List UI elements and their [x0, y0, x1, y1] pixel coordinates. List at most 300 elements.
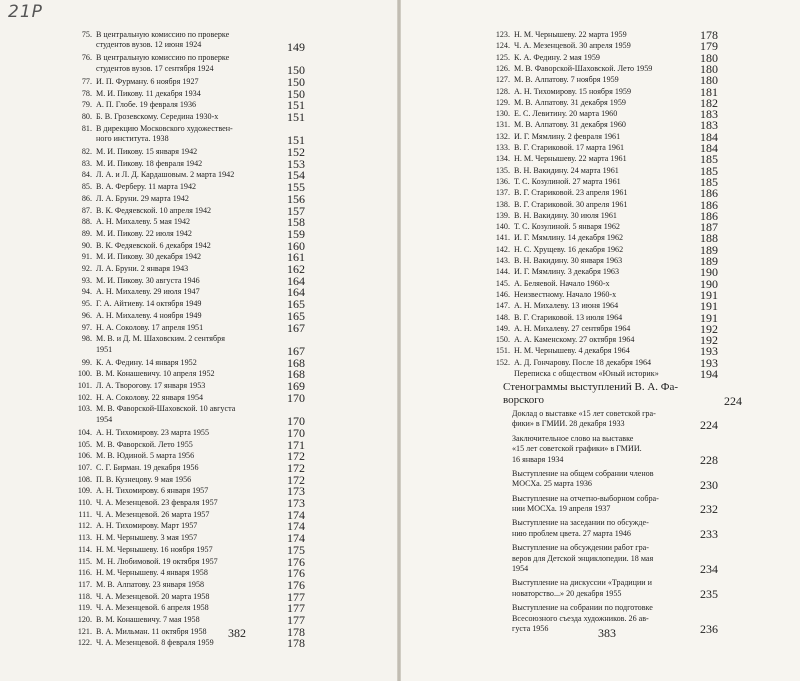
entry-title: В. Г. Стариковой. 30 апреля 1961	[514, 199, 628, 209]
entry-number: 115.	[78, 556, 92, 566]
entry-page: 188	[700, 231, 718, 246]
entry-title: А. А. Каменскому. 27 октября 1964	[514, 335, 635, 345]
toc-entry	[488, 208, 718, 223]
entry-page: 174	[287, 507, 305, 522]
entry-number: 129.	[495, 97, 510, 107]
entry-number: 140.	[495, 222, 510, 232]
entry-title: Т. С. Козулиной. 27 марта 1961	[514, 176, 621, 186]
entry-title: Г. А. Айтиеву. 14 октября 1949	[96, 299, 202, 309]
entry-title: Ч. А. Мезенцевой. 8 февраля 1959	[96, 638, 214, 648]
entry-page: 161	[287, 250, 305, 265]
entry-title: А. Н. Михалеву. 13 июня 1964	[514, 301, 619, 311]
entry-page: 150	[287, 74, 305, 89]
entry-title: В. А. Ферберу. 11 марта 1942	[96, 182, 197, 192]
entry-page: 174	[287, 531, 305, 546]
entry-number: 137.	[495, 188, 510, 198]
entry-number: 142.	[495, 244, 510, 254]
speech-line: нии МОСХа. 19 апреля 1937	[512, 504, 611, 514]
speech-line: Выступление на заседании по обсужде-	[512, 518, 649, 528]
speech-line: Выступление на дискуссии «Традиции и	[512, 578, 652, 588]
entry-page: 177	[287, 601, 305, 616]
toc-entry	[70, 568, 310, 580]
toc-entry	[70, 624, 310, 639]
entry-page: 186	[700, 197, 718, 212]
toc-entry	[70, 460, 310, 475]
entry-title: М. В. Фаворской. Лето 1955	[96, 439, 193, 449]
section-heading-line1: Стенограммы выступлений В. А. Фа-	[503, 381, 679, 393]
entry-title: Б. В. Грозевскому. Середина 1930-х	[96, 111, 219, 121]
entry-number: 104.	[77, 427, 92, 437]
entry-number: 120.	[77, 615, 92, 624]
entry-title: М. В. Алпатову. 23 января 1958	[96, 579, 205, 589]
entry-page: 191	[700, 310, 718, 325]
entry-title: А. Н. Михалеву. 29 июля 1947	[96, 287, 200, 297]
toc-entry	[488, 75, 718, 87]
entry-page: 160	[287, 238, 305, 253]
entry-page: 155	[287, 180, 305, 195]
entry-number: 118.	[78, 591, 92, 601]
speech-line: нию проблем цвета. 27 марта 1946	[512, 528, 631, 538]
speech-page: 233	[700, 527, 718, 541]
toc-entry	[488, 267, 718, 279]
entry-title: В. М. Конашевичу. 10 апреля 1952	[96, 369, 215, 379]
speech-entry	[512, 578, 652, 599]
speech-entry	[512, 494, 659, 515]
entry-number: 95.	[81, 299, 92, 309]
toc-entry	[488, 369, 718, 381]
entry-page: 180	[700, 50, 718, 65]
speech-line: Заключительное слово на выставке	[512, 433, 634, 443]
speech-line: МОСХа. 25 марта 1936	[512, 479, 592, 489]
toc-entry	[70, 603, 310, 615]
toc-entry	[70, 638, 310, 650]
entry-page: 193	[700, 344, 718, 359]
entry-page: 186	[700, 208, 718, 223]
entry-title: Н. М. Чернышеву. 22 марта 1961	[514, 154, 627, 164]
entry-page: 158	[287, 215, 305, 230]
entry-number: 86.	[81, 193, 92, 203]
entry-number: 130.	[495, 109, 510, 119]
entry-number: 101.	[77, 381, 92, 390]
speech-line: Выступление на собрании по подготовке	[512, 603, 653, 613]
toc-entry	[70, 109, 310, 124]
entry-title: С. Г. Бирман. 19 декабря 1956	[96, 462, 199, 472]
entry-title: Е. С. Левитину. 20 марта 1960	[514, 109, 618, 119]
toc-entry	[488, 129, 718, 144]
entry-number: 109.	[77, 486, 92, 496]
toc-entry	[488, 222, 718, 234]
entry-title: А. Н. Тихомирову. 6 января 1957	[96, 486, 209, 496]
toc-entry	[70, 273, 310, 288]
entry-title: В. Н. Вакидину. 24 марта 1961	[514, 165, 619, 175]
entry-page: 151	[287, 109, 305, 124]
entry-page: 176	[287, 566, 305, 581]
entry-title: М. И. Пикову. 22 июля 1942	[96, 228, 192, 238]
toc-entry	[70, 554, 310, 569]
toc-entry	[488, 109, 718, 121]
toc-entry	[70, 437, 310, 452]
entry-number: 121.	[77, 626, 92, 636]
entry-number: 80.	[81, 111, 92, 121]
entry-page: 168	[287, 355, 305, 370]
entry-title: М. И. Пикову. 18 февраля 1942	[96, 158, 203, 168]
entry-page: 194	[700, 367, 718, 381]
toc-entry	[488, 188, 718, 200]
speech-line: Выступление на отчетно-выборном собра-	[512, 493, 659, 503]
toc-entry	[70, 542, 310, 557]
toc-entry	[70, 74, 310, 89]
speech-entry	[512, 603, 653, 634]
entry-title: М. В. Алпатову. 31 декабря 1959	[514, 97, 626, 107]
toc-entry	[70, 191, 310, 206]
entry-number: 116.	[78, 568, 92, 578]
entry-title: Н. М. Чернышеву. 4 января 1958	[96, 568, 208, 578]
toc-entry	[70, 472, 310, 487]
entry-number: 119.	[78, 603, 92, 613]
entry-number: 110.	[78, 498, 92, 507]
entry-number: 144.	[495, 267, 510, 277]
entry-number: 112.	[78, 521, 92, 531]
entry-number: 93.	[81, 275, 92, 285]
toc-entry	[70, 238, 310, 253]
toc-entry	[488, 84, 718, 99]
entry-number: 81.	[81, 123, 92, 133]
entry-number: 123.	[495, 30, 510, 39]
entry-title: М. В. Юдиной. 5 марта 1956	[96, 451, 195, 461]
toc-entry	[488, 41, 718, 53]
entry-page: 192	[700, 333, 718, 348]
entry-number: 113.	[78, 533, 92, 543]
entry-title: И. Г. Мямлину. 3 декабря 1963	[514, 267, 620, 277]
speech-entry	[512, 469, 654, 490]
entry-page: 150	[287, 86, 305, 101]
entry-title: Ч. А. Мезенцевой. 6 апреля 1958	[96, 603, 209, 613]
entry-page: 192	[700, 321, 718, 336]
toc-entry	[488, 321, 718, 336]
entry-page: 164	[287, 273, 305, 288]
entry-title: В. К. Федяевской. 10 апреля 1942	[96, 205, 212, 215]
toc-entry	[70, 451, 310, 463]
entry-number: 143.	[495, 256, 510, 265]
toc-entry	[70, 287, 310, 299]
entry-title: М. В. Фаворской-Шаховской. Лето 1959	[514, 63, 653, 73]
section-heading-page: 224	[724, 394, 742, 408]
toc-entry	[70, 521, 310, 533]
entry-title: В. Н. Вакидину. 30 января 1963	[514, 256, 623, 265]
entry-number: 102.	[77, 392, 92, 402]
entry-page: 170	[287, 414, 305, 429]
entry-title: И. Г. Мямлину. 14 декабря 1962	[514, 233, 624, 243]
entry-title: Т. С. Козулиной. 5 января 1962	[514, 222, 620, 232]
entry-title: М. И. Пикову. 30 декабря 1942	[96, 252, 202, 262]
speech-line: густа 1956	[512, 623, 549, 633]
entry-number: 136.	[495, 176, 510, 186]
entry-page: 184	[700, 141, 718, 155]
entry-page: 184	[700, 129, 718, 144]
toc-entry	[488, 61, 718, 76]
entry-number: 85.	[81, 182, 92, 192]
entry-page: 153	[287, 156, 305, 171]
toc-entry	[488, 154, 718, 166]
entry-page: 173	[287, 484, 305, 499]
toc-entry	[70, 308, 310, 323]
entry-number: 124.	[495, 41, 510, 51]
entry-page: 151	[287, 98, 305, 113]
toc-entry	[70, 425, 310, 440]
entry-number: 100.	[77, 369, 92, 379]
speech-line: веров для Детской энциклопедии. 18 мая	[512, 553, 654, 563]
entry-number: 88.	[81, 217, 92, 227]
entry-number: 76.	[81, 53, 92, 63]
entry-number: 149.	[495, 323, 510, 333]
entry-page: 185	[700, 163, 718, 178]
entry-number: 134.	[495, 154, 510, 164]
handwritten-mark: 21Р	[8, 2, 43, 22]
entry-page: 182	[700, 95, 718, 110]
speech-page: 232	[700, 502, 718, 517]
entry-number: 108.	[77, 474, 92, 484]
entry-number: 94.	[81, 287, 92, 297]
entry-page: 154	[287, 168, 305, 183]
entry-number: 92.	[81, 264, 92, 273]
entry-title: А. Н. Михалеву. 27 сентября 1964	[514, 323, 631, 333]
entry-page: 178	[287, 636, 305, 651]
entry-title: Н. М. Чернышеву. 3 мая 1957	[96, 533, 198, 543]
right-page-number: 383	[598, 626, 616, 640]
entry-page: 189	[700, 254, 718, 268]
entry-page: 157	[287, 203, 305, 218]
entry-title: В. Г. Стариковой. 17 марта 1961	[514, 143, 625, 152]
entry-number: 148.	[495, 312, 510, 322]
entry-page: 167	[287, 320, 305, 335]
entry-page: 152	[287, 145, 305, 159]
entry-title: К. А. Федину. 2 мая 1959	[514, 52, 600, 62]
entry-number: 107.	[77, 462, 92, 472]
entry-number: 150.	[495, 335, 510, 345]
entry-title-continued: ного института. 1938	[96, 133, 169, 143]
entry-number: 84.	[81, 170, 92, 180]
speech-line: Выступление на общем собрании членов	[512, 469, 654, 478]
entry-title: В. К. Федяевской. 6 декабря 1942	[96, 240, 211, 250]
entry-number: 78.	[81, 88, 92, 98]
entry-page: 193	[700, 355, 718, 370]
entry-page: 172	[287, 472, 305, 487]
entry-title-continued: 1951	[96, 344, 113, 354]
entry-page: 172	[287, 449, 305, 464]
toc-entry	[488, 256, 718, 268]
entry-page: 171	[287, 437, 305, 452]
entry-page: 177	[287, 589, 305, 604]
toc-entry	[70, 86, 310, 101]
entry-title: Ч. А. Мезенцевой. 20 марта 1958	[96, 591, 210, 601]
entry-number: 89.	[81, 228, 92, 238]
entry-title: Н. М. Чернышеву. 22 марта 1959	[514, 30, 627, 39]
toc-entry	[70, 170, 310, 182]
entry-title: П. В. Кузнецову. 9 мая 1956	[96, 474, 192, 484]
toc-entry	[488, 174, 718, 189]
entry-page: 172	[287, 460, 305, 475]
entry-number: 77.	[81, 76, 92, 86]
entry-page: 167	[287, 343, 305, 358]
entry-number: 75.	[81, 30, 92, 39]
speech-line: Доклад о выставке «15 лет советской гра-	[512, 409, 656, 418]
speech-page: 228	[700, 452, 718, 467]
speech-line: 1954	[512, 563, 529, 573]
toc-entry	[488, 50, 718, 65]
speech-page: 234	[700, 562, 718, 577]
entry-title: Н. А. Соколову. 17 апреля 1951	[96, 322, 204, 332]
speech-line: 16 января 1934	[512, 454, 564, 464]
entry-title: В. М. Конашевичу. 7 мая 1958	[96, 615, 200, 624]
entry-page: 162	[287, 262, 305, 276]
entry-page: 185	[700, 152, 718, 167]
entry-page: 165	[287, 297, 305, 312]
toc-entry	[70, 381, 310, 393]
toc-entry	[70, 486, 310, 498]
entry-title: Неизвестному. Начало 1960-х	[514, 289, 617, 299]
entry-title: А. Д. Гончарову. После 18 декабря 1964	[514, 357, 652, 367]
entry-page: 178	[700, 28, 718, 42]
entry-title: М. И. Пикову. 11 декабря 1934	[96, 88, 201, 98]
entry-title: М. В. Фаворской-Шаховской. 10 августа	[96, 404, 236, 414]
entry-page: 149	[287, 39, 305, 54]
entry-title: Ч. А. Мезенцевой. 26 марта 1957	[96, 509, 210, 519]
entry-page: 159	[287, 226, 305, 241]
toc-entry	[488, 120, 718, 132]
entry-number: 152.	[495, 357, 510, 367]
entry-title: Переписка с обществом «Юный историк»	[514, 369, 659, 378]
entry-title: М. И. Пикову. 30 августа 1946	[96, 275, 200, 285]
speech-page: 230	[700, 477, 718, 492]
toc-entry	[70, 320, 310, 335]
toc-entry	[70, 577, 310, 592]
entry-title-continued: студентов вузов. 12 июня 1924	[96, 40, 202, 50]
entry-title: М. Н. Любимовой. 19 октября 1957	[96, 556, 218, 566]
speech-entry	[512, 409, 656, 430]
entry-page: 186	[700, 186, 718, 201]
toc-entry	[488, 95, 718, 110]
entry-title: В центральную комиссию по проверке	[96, 53, 230, 63]
entry-page: 191	[700, 299, 718, 314]
entry-number: 147.	[495, 301, 510, 311]
entry-number: 79.	[81, 100, 92, 110]
entry-page: 191	[700, 287, 718, 302]
toc-entry	[70, 390, 310, 405]
toc-entry	[70, 264, 310, 276]
toc-entry	[70, 498, 310, 510]
entry-title: Ч. А. Мезенцевой. 30 апреля 1959	[514, 41, 631, 51]
toc-entry	[70, 369, 310, 381]
entry-number: 125.	[495, 52, 510, 62]
entry-title: В центральную комиссию по проверке	[96, 30, 230, 39]
entry-title: А. Н. Тихомирову. 15 ноября 1959	[514, 86, 632, 96]
toc-entry	[70, 100, 310, 112]
speech-page: 236	[700, 622, 718, 637]
toc-entry	[488, 242, 718, 257]
entry-number: 103.	[77, 404, 92, 414]
entry-number: 141.	[495, 233, 510, 243]
book-spine	[397, 0, 401, 681]
entry-number: 132.	[495, 131, 510, 141]
toc-entry	[488, 346, 718, 358]
entry-title-continued: студентов вузов. 17 сентября 1924	[96, 63, 214, 73]
entry-title: Л. А. Бруни. 2 января 1943	[96, 264, 189, 273]
section-heading-line2: ворского	[503, 394, 545, 406]
toc-entry	[488, 310, 718, 325]
entry-number: 97.	[81, 322, 92, 332]
toc-entry	[488, 335, 718, 347]
entry-title: А. П. Глобе. 19 февраля 1936	[96, 100, 197, 110]
entry-page: 176	[287, 577, 305, 592]
toc-entry	[488, 301, 718, 313]
entry-number: 139.	[495, 210, 510, 220]
entry-number: 111.	[78, 509, 92, 519]
entry-page: 175	[287, 542, 305, 557]
entry-page: 180	[700, 61, 718, 76]
entry-number: 138.	[495, 199, 510, 209]
entry-title: М. В. Алпатову. 31 декабря 1960	[514, 120, 626, 130]
entry-page: 180	[700, 73, 718, 88]
entry-number: 131.	[495, 120, 510, 130]
toc-entry	[488, 197, 718, 212]
entry-page: 170	[287, 425, 305, 440]
toc-entry	[70, 226, 310, 241]
entry-page: 169	[287, 379, 305, 393]
entry-page: 150	[287, 63, 305, 78]
entry-number: 117.	[78, 579, 92, 589]
entry-page: 178	[287, 624, 305, 639]
entry-page: 179	[700, 39, 718, 54]
entry-number: 128.	[495, 86, 510, 96]
entry-page: 190	[700, 276, 718, 291]
entry-title: В дирекцию Московского художествен-	[96, 123, 233, 133]
left-page-number: 382	[228, 626, 246, 640]
speech-line: новаторство...» 20 декабря 1955	[512, 588, 622, 598]
toc-entry	[70, 589, 310, 604]
speech-entry	[512, 518, 649, 539]
entry-number: 96.	[81, 310, 92, 320]
entry-title: А. Н. Тихомирову. 23 марта 1955	[96, 427, 210, 437]
entry-title: Ч. А. Мезенцевой. 23 февраля 1957	[96, 498, 218, 507]
entry-page: 174	[287, 519, 305, 534]
entry-title: А. Беляевой. Начало 1960-х	[514, 278, 610, 288]
entry-title: В. А. Мильман. 11 октября 1958	[96, 626, 207, 636]
entry-title: А. Н. Михалеву. 5 мая 1942	[96, 217, 191, 227]
speech-line: Выступление на обсуждении работ гра-	[512, 543, 649, 553]
toc-entry	[70, 355, 310, 370]
toc-entry	[70, 203, 310, 218]
toc-entry	[488, 30, 718, 42]
entry-page: 190	[700, 265, 718, 280]
entry-number: 127.	[495, 75, 510, 85]
entry-number: 145.	[495, 278, 510, 288]
entry-number: 126.	[495, 63, 510, 73]
toc-entry	[70, 299, 310, 311]
entry-page: 181	[700, 84, 718, 99]
entry-page: 183	[700, 107, 718, 122]
entry-number: 105.	[77, 439, 92, 449]
entry-number: 151.	[495, 346, 510, 356]
entry-page: 164	[287, 285, 305, 300]
entry-number: 146.	[495, 289, 510, 299]
entry-title: М. И. Пикову. 15 января 1942	[96, 147, 198, 156]
section-heading	[503, 381, 678, 407]
entry-title: В. Г. Стариковой. 23 апреля 1961	[514, 188, 628, 198]
entry-page: 183	[700, 118, 718, 133]
entry-number: 135.	[495, 165, 510, 175]
entry-title: И. П. Фурману. 6 ноября 1927	[96, 76, 199, 86]
entry-page: 176	[287, 554, 305, 569]
